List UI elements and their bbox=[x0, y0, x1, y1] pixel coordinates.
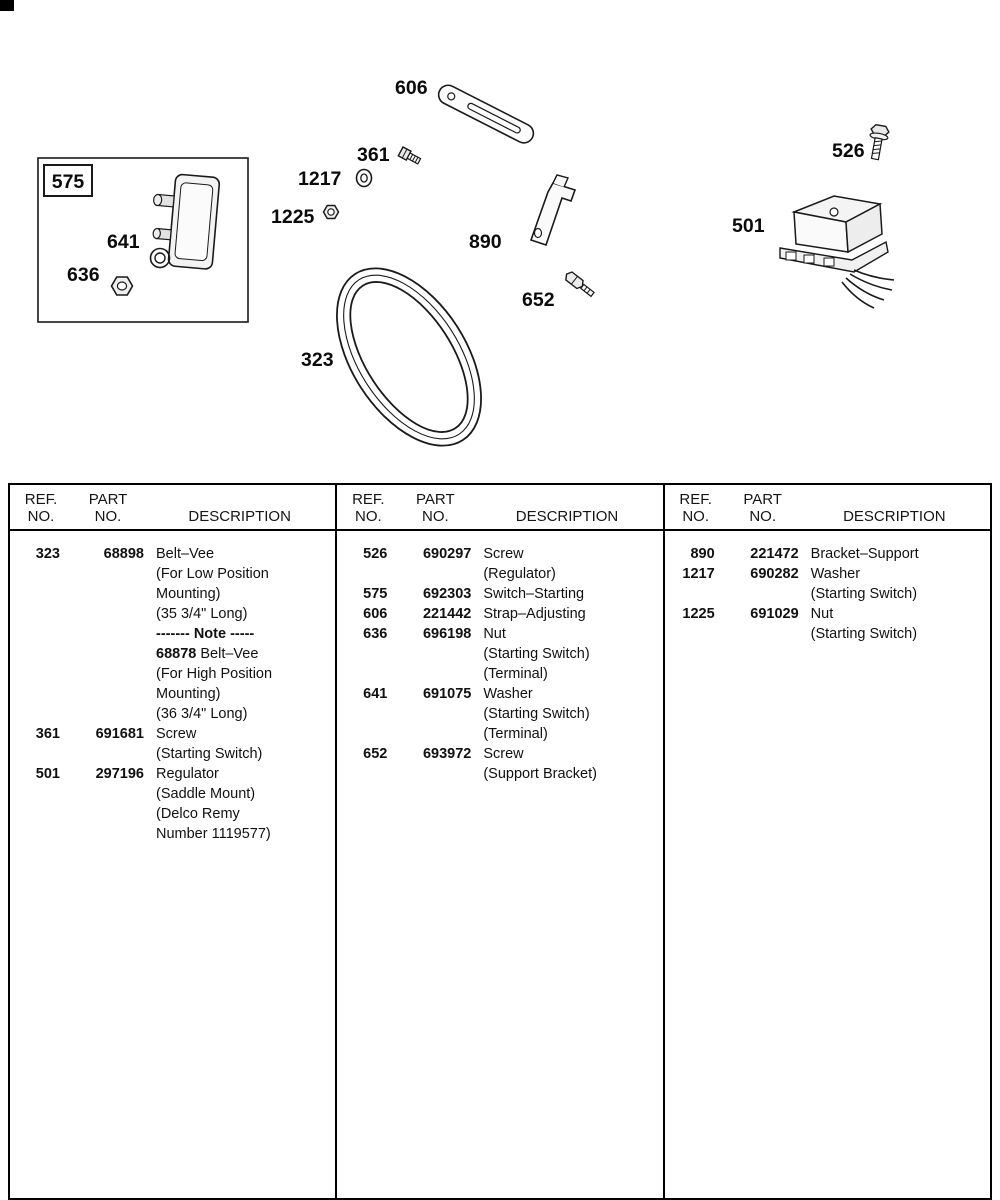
description-line bbox=[156, 824, 335, 844]
description-text: (Starting Switch) bbox=[483, 706, 590, 722]
parts-entry bbox=[665, 564, 990, 604]
part-no-cell: 297196 bbox=[95, 766, 144, 782]
ref-no-cell: 501 bbox=[35, 766, 60, 782]
description-cell bbox=[799, 544, 990, 564]
part-no-cell: 691681 bbox=[95, 726, 144, 742]
screw-361-drawing bbox=[398, 147, 421, 166]
header-line: REF. bbox=[679, 491, 712, 508]
description-text: Belt–Vee bbox=[200, 646, 259, 662]
callout-1225: 1225 bbox=[271, 206, 315, 228]
parts-table bbox=[8, 483, 992, 1200]
part-no-cell: 692303 bbox=[422, 586, 472, 602]
description-line bbox=[156, 704, 335, 724]
strap-adjusting-drawing bbox=[435, 82, 536, 146]
parts-column bbox=[665, 485, 990, 1198]
description-text: Washer bbox=[810, 566, 861, 582]
description-text: Washer bbox=[483, 686, 533, 702]
parts-entry bbox=[10, 724, 335, 764]
description-line bbox=[483, 604, 662, 624]
callout-1217: 1217 bbox=[298, 168, 342, 190]
ref-no-header bbox=[337, 491, 399, 525]
part-no-cell: 693972 bbox=[422, 746, 472, 762]
parts-entry bbox=[665, 604, 990, 644]
parts-entry bbox=[10, 544, 335, 724]
description-text: (Starting Switch) bbox=[483, 646, 590, 662]
ref-no-cell: 890 bbox=[690, 546, 715, 562]
description-line bbox=[811, 624, 990, 644]
ref-no-cell: 636 bbox=[363, 626, 388, 642]
part-no-cell: 690297 bbox=[422, 546, 472, 562]
callout-526: 526 bbox=[832, 140, 865, 162]
description-text: 68878 bbox=[156, 646, 201, 662]
description-line bbox=[811, 564, 990, 584]
ref-no-cell: 575 bbox=[363, 586, 388, 602]
ref-no-cell: 641 bbox=[363, 686, 388, 702]
description-line bbox=[811, 604, 990, 624]
part-no-cell: 221472 bbox=[750, 546, 799, 562]
part-no-cell: 691029 bbox=[750, 606, 799, 622]
column-header bbox=[337, 485, 662, 531]
ref-no-cell: 1225 bbox=[682, 606, 715, 622]
description-line bbox=[483, 664, 662, 684]
description-cell bbox=[799, 604, 990, 644]
header-line: PART bbox=[88, 491, 128, 508]
description-text: Regulator bbox=[156, 766, 219, 782]
description-line bbox=[483, 684, 662, 704]
part-no-header bbox=[399, 491, 471, 525]
callout-606: 606 bbox=[395, 77, 428, 99]
description-line bbox=[811, 584, 990, 604]
description-text: (Terminal) bbox=[483, 726, 548, 742]
ref-no-cell: 323 bbox=[35, 546, 60, 562]
column-header bbox=[10, 485, 335, 531]
ref-no-cell: 526 bbox=[363, 546, 388, 562]
description-line bbox=[156, 664, 335, 684]
nut-1225-drawing bbox=[324, 206, 339, 219]
description-text: Bracket–Support bbox=[810, 546, 919, 562]
description-header: DESCRIPTION bbox=[843, 508, 946, 525]
column-body bbox=[665, 531, 990, 644]
description-line bbox=[483, 704, 662, 724]
description-text: Number 1119577) bbox=[156, 826, 271, 842]
description-cell bbox=[471, 684, 662, 744]
description-text: (Support Bracket) bbox=[483, 766, 597, 782]
parts-entry bbox=[337, 624, 662, 684]
callout-361: 361 bbox=[357, 144, 390, 166]
column-header bbox=[665, 485, 990, 531]
parts-entry bbox=[665, 544, 990, 564]
part-no-cell: 696198 bbox=[422, 626, 472, 642]
description-line bbox=[156, 604, 335, 624]
description-text: (35 3/4" Long) bbox=[156, 606, 248, 622]
callout-641: 641 bbox=[107, 231, 140, 253]
parts-column bbox=[10, 485, 337, 1198]
description-cell bbox=[471, 604, 662, 624]
description-line bbox=[156, 804, 335, 824]
header-line: PART bbox=[743, 491, 782, 508]
description-line bbox=[156, 564, 335, 584]
description-cell bbox=[471, 744, 662, 784]
parts-entry bbox=[337, 604, 662, 624]
parts-entry bbox=[337, 584, 662, 604]
description-line bbox=[483, 724, 662, 744]
parts-entry bbox=[337, 544, 662, 584]
description-text: Screw bbox=[483, 546, 524, 562]
description-header: DESCRIPTION bbox=[188, 508, 291, 525]
header-line: NO. bbox=[421, 508, 449, 525]
washer-1217-drawing bbox=[357, 170, 372, 187]
bracket-support-drawing bbox=[531, 175, 575, 245]
description-text: (Saddle Mount) bbox=[156, 786, 256, 802]
callout-575: 575 bbox=[51, 171, 85, 193]
description-text: Belt–Vee bbox=[156, 546, 215, 562]
ref-no-cell: 652 bbox=[363, 746, 388, 762]
ref-no-header bbox=[665, 491, 727, 525]
switch-starting-drawing bbox=[148, 172, 220, 269]
ref-no-cell: 361 bbox=[35, 726, 60, 742]
belt-vee-drawing bbox=[307, 243, 510, 471]
description-cell bbox=[144, 544, 335, 724]
column-body bbox=[10, 531, 335, 844]
column-body bbox=[337, 531, 662, 784]
header-line: NO. bbox=[94, 508, 122, 525]
description-text: Nut bbox=[483, 626, 506, 642]
description-line bbox=[156, 624, 335, 644]
description-cell bbox=[471, 624, 662, 684]
description-line bbox=[156, 684, 335, 704]
description-text: Screw bbox=[156, 726, 197, 742]
description-text: (36 3/4" Long) bbox=[156, 706, 248, 722]
description-text: Mounting) bbox=[156, 586, 221, 602]
description-text: Switch–Starting bbox=[483, 586, 585, 602]
parts-entry bbox=[10, 764, 335, 844]
description-cell bbox=[799, 564, 990, 604]
header-line: NO. bbox=[749, 508, 776, 525]
header-line: NO. bbox=[354, 508, 382, 525]
description-line bbox=[156, 784, 335, 804]
header-line: NO. bbox=[682, 508, 709, 525]
parts-entry bbox=[337, 684, 662, 744]
screw-526-drawing bbox=[866, 124, 890, 161]
nut-636-drawing bbox=[112, 277, 133, 295]
description-line bbox=[156, 644, 335, 664]
description-line bbox=[156, 724, 335, 744]
parts-column bbox=[337, 485, 664, 1198]
description-line bbox=[483, 544, 662, 564]
description-text: (Delco Remy bbox=[156, 806, 240, 822]
washer-641-drawing bbox=[151, 249, 170, 268]
description-line bbox=[483, 584, 662, 604]
description-line bbox=[483, 644, 662, 664]
description-text: Nut bbox=[810, 606, 834, 622]
description-header: DESCRIPTION bbox=[515, 508, 619, 525]
part-no-cell: 690282 bbox=[750, 566, 799, 582]
header-line: REF. bbox=[352, 491, 385, 508]
scan-artifact bbox=[0, 0, 14, 11]
description-line bbox=[156, 544, 335, 564]
description-line bbox=[483, 744, 662, 764]
description-line bbox=[156, 744, 335, 764]
description-line bbox=[156, 584, 335, 604]
ref-no-header bbox=[10, 491, 72, 525]
callout-652: 652 bbox=[522, 289, 555, 311]
description-line bbox=[483, 564, 662, 584]
description-line bbox=[483, 764, 662, 784]
description-text: (Starting Switch) bbox=[156, 746, 263, 762]
part-no-cell: 691075 bbox=[422, 686, 472, 702]
description-line bbox=[483, 624, 662, 644]
callout-636: 636 bbox=[67, 264, 100, 286]
description-text: Mounting) bbox=[156, 686, 221, 702]
header-line: REF. bbox=[24, 491, 58, 508]
description-text: (Starting Switch) bbox=[810, 586, 918, 602]
regulator-drawing bbox=[780, 196, 894, 308]
part-no-header bbox=[72, 491, 144, 525]
parts-diagram bbox=[0, 0, 1000, 480]
description-cell bbox=[471, 584, 662, 604]
description-text: (Starting Switch) bbox=[810, 626, 918, 642]
ref-no-cell: 606 bbox=[363, 606, 388, 622]
description-text: (Terminal) bbox=[483, 666, 548, 682]
header-line: NO. bbox=[27, 508, 55, 525]
callout-890: 890 bbox=[469, 231, 502, 253]
description-text: Screw bbox=[483, 746, 524, 762]
description-line bbox=[811, 544, 990, 564]
screw-652-drawing bbox=[563, 270, 595, 298]
description-text: ------- Note ----- bbox=[156, 626, 255, 642]
description-text: Strap–Adjusting bbox=[483, 606, 586, 622]
description-text: (Regulator) bbox=[483, 566, 556, 582]
ref-no-cell: 1217 bbox=[682, 566, 715, 582]
part-no-cell: 68898 bbox=[103, 546, 144, 562]
description-line bbox=[156, 764, 335, 784]
part-no-header bbox=[727, 491, 799, 525]
description-cell bbox=[144, 764, 335, 844]
description-cell bbox=[471, 544, 662, 584]
description-text: (For Low Position bbox=[156, 566, 269, 582]
description-cell bbox=[144, 724, 335, 764]
header-line: PART bbox=[416, 491, 455, 508]
parts-entry bbox=[337, 744, 662, 784]
part-no-cell: 221442 bbox=[422, 606, 472, 622]
description-text: (For High Position bbox=[156, 666, 273, 682]
callout-323: 323 bbox=[301, 349, 334, 371]
callout-501: 501 bbox=[732, 215, 765, 237]
